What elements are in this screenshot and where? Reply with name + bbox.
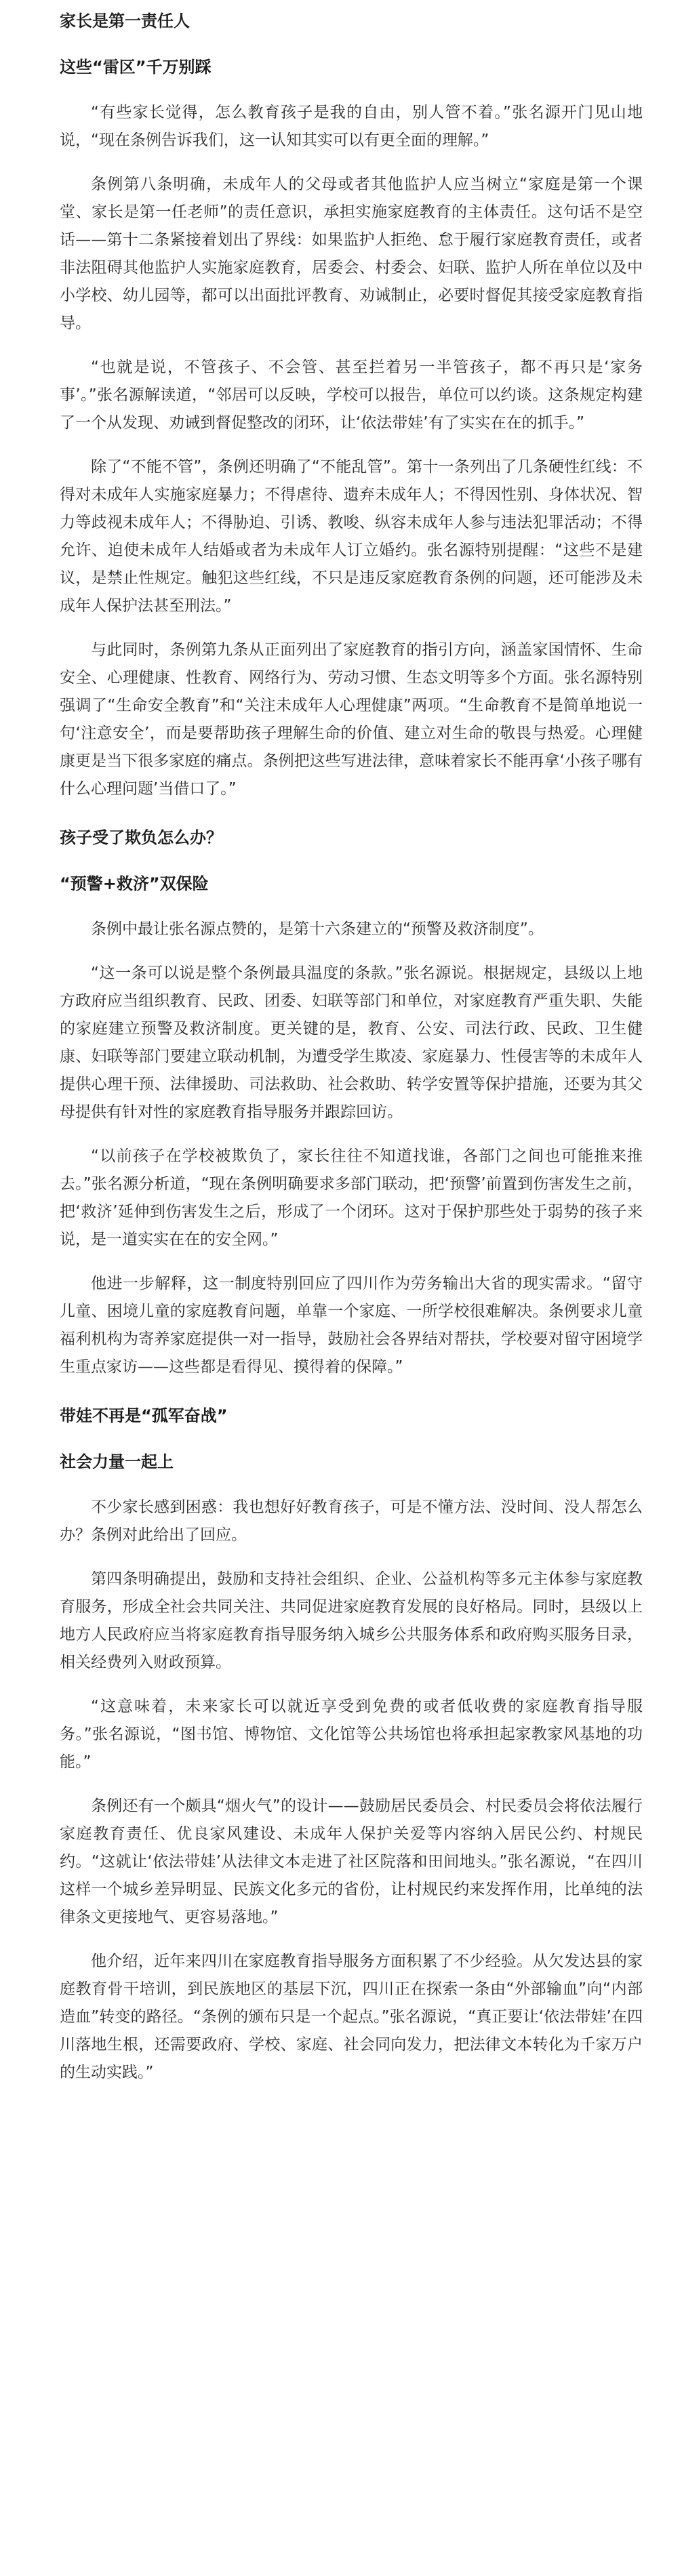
paragraph: 他进一步解释，这一制度特别回应了四川作为劳务输出大省的现实需求。“留守儿童、困境儿童的家庭教育问题，单靠一个家庭、一所学校很难解决。条例要求儿童福利机构为寄养家庭提供一对一指导，鼓励社会各界结对帮扶，学校要对留守困境学生重点家访——这些都是看得见、摸得着的保障。” [60, 1275, 643, 1376]
section-subheading: “预警+救济”双保险 [60, 874, 209, 893]
paragraph: “也就是说，不管孩子、不会管、甚至拦着另一半管孩子，都不再只是‘家务事’。”张名源解读道，“邻居可以反映，学校可以报告，单位可以约谈。这条规定构建了一个从发现、劝诫到督促整改的闭环，让‘依法带娃’有了实实在在的抓手。” [60, 359, 643, 432]
paragraph: 条例中最让张名源点赞的，是第十六条建立的“预警及救济制度”。 [91, 920, 544, 938]
section-heading: 带娃不再是“孤军奋战” [60, 1406, 228, 1425]
paragraph: 与此同时，条例第九条从正面列出了家庭教育的指引方向，涵盖家国情怀、生命安全、心理健康、性教育、网络行为、劳动习惯、生态文明等多个方面。张名源特别强调了“生命安全教育”和“关注未成年人心理健康”两项。“生命教育不是简单地说一句‘注意安全’，而是要帮助孩子理解生命的价值、建立对生命的敬畏与热爱。心理健康更是当下很多家庭的痛点。条例把这些写进法律，意味着家长不能再拿‘小孩子哪有什么心理问题’当借口了。” [60, 641, 643, 798]
paragraph: 第四条明确提出，鼓励和支持社会组织、企业、公益机构等多元主体参与家庭教育服务，形成全社会共同关注、共同促进家庭教育发展的良好格局。同时，县级以上地方人民政府应当将家庭教育指导服务纳入城乡公共服务体系和政府购买服务目录，相关经费列入财政预算。 [60, 1570, 643, 1671]
section-subheading: 社会力量一起上 [60, 1452, 174, 1471]
paragraph: 不少家长感到困惑：我也想好好教育孩子，可是不懂方法、没时间、没人帮怎么办？条例对此给出了回应。 [60, 1498, 643, 1544]
paragraph: 条例第八条明确，未成年人的父母或者其他监护人应当树立“家庭是第一个课堂、家长是第一任老师”的责任意识，承担实施家庭教育的主体责任。这句话不是空话——第十二条紧接着划出了界线：如果监护人拒绝、怠于履行家庭教育责任，或者非法阻碍其他监护人实施家庭教育，居委会、村委会、妇联、监护人所在单位以及中小学校、幼儿园等，都可以出面批评教育、劝诫制止，必要时督促其接受家庭教育指导。 [60, 176, 643, 332]
paragraph: 除了“不能不管”，条例还明确了“不能乱管”。第十一条列出了几条硬性红线：不得对未成年人实施家庭暴力；不得虐待、遗弃未成年人；不得因性别、身体状况、智力等歧视未成年人；不得胁迫、引诱、教唆、纵容未成年人参与违法犯罪活动；不得允许、迫使未成年人结婚或者为未成年人订立婚约。张名源特别提醒：“这些不是建议，是禁止性规定。触犯这些红线，不只是违反家庭教育条例的问题，还可能涉及未成年人保护法甚至刑法。” [60, 458, 643, 615]
section-heading: 家长是第一责任人 [60, 12, 190, 30]
paragraph: “这意味着，未来家长可以就近享受到免费的或者低收费的家庭教育指导服务。”张名源说，“图书馆、博物馆、文化馆等公共场馆也将承担起家教家风基地的功能。” [60, 1698, 643, 1771]
paragraph: 他介绍，近年来四川在家庭教育指导服务方面积累了不少经验。从欠发达县的家庭教育骨干培训，到民族地区的基层下沉，四川正在探索一条由“外部输血”向“内部造血”转变的路径。“条例的颁布只是一个起点。”张名源说，“真正要让‘依法带娃’在四川落地生根，还需要政府、学校、家庭、社会同向发力，把法律文本转化为千家万户的生动实践。” [60, 1953, 643, 2081]
paragraph: “这一条可以说是整个条例最具温度的条款。”张名源说。根据规定，县级以上地方政府应当组织教育、民政、团委、妇联等部门和单位，对家庭教育严重失职、失能的家庭建立预警及救济制度。更关键的是，教育、公安、司法行政、民政、卫生健康、妇联等部门要建立联动机制，为遭受学生欺凌、家庭暴力、性侵害等的未成年人提供心理干预、法律援助、司法救助、社会救助、转学安置等保护措施，还要为其父母提供有针对性的家庭教育指导服务并跟踪回访。 [60, 964, 643, 1121]
paragraph: “有些家长觉得，怎么教育孩子是我的自由，别人管不着。”张名源开门见山地说，“现在条例告诉我们，这一认知其实可以有更全面的理解。” [60, 104, 643, 149]
section-heading: 孩子受了欺负怎么办？ [60, 828, 222, 847]
paragraph: 条例还有一个颇具“烟火气”的设计——鼓励居民委员会、村民委员会将依法履行家庭教育责任、优良家风建设、未成年人保护关爱等内容纳入居民公约、村规民约。“这就让‘依法带娃’从法律文本走进了社区院落和田间地头。”张名源说，“在四川这样一个城乡差异明显、民族文化多元的省份，让村规民约来发挥作用，比单纯的法律条文更接地气、更容易落地。” [60, 1797, 643, 1926]
section-subheading: 这些“雷区”千万别踩 [60, 58, 212, 77]
paragraph: “以前孩子在学校被欺负了，家长往往不知道找谁，各部门之间也可能推来推去。”张名源分析道，“现在条例明确要求多部门联动，把‘预警’前置到伤害发生之前，把‘救济’延伸到伤害发生之后，形成了一个闭环。这对于保护那些处于弱势的孩子来说，是一道实实在在的安全网。” [60, 1147, 643, 1248]
